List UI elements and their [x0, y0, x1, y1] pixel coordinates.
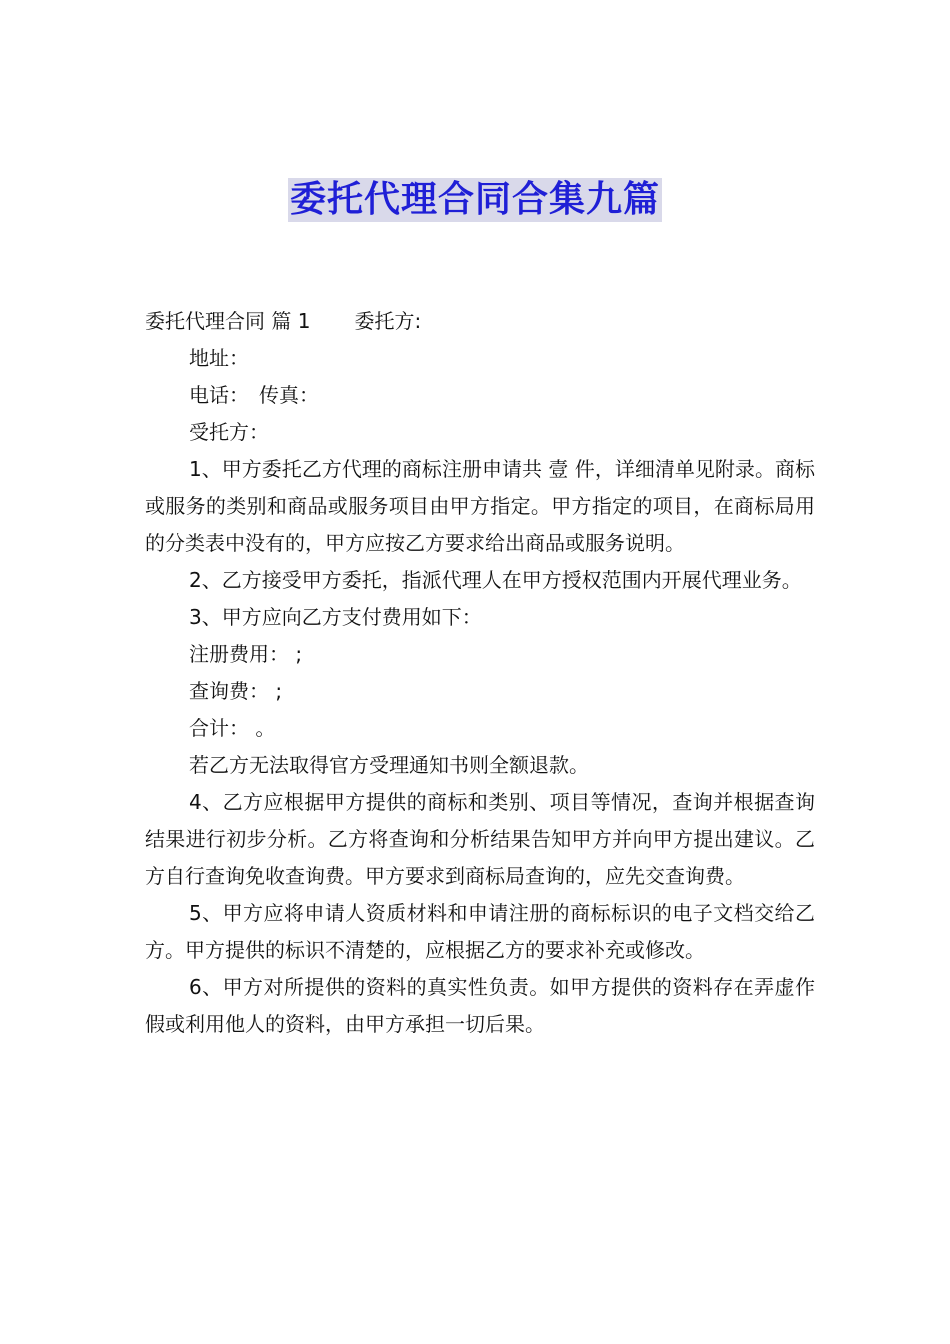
- fax-field: 传真：: [259, 383, 319, 407]
- title-container: [0, 178, 950, 222]
- document-body: [145, 303, 815, 1043]
- agent-field: 受托方：: [189, 420, 269, 444]
- refund-clause: 若乙方无法取得官方受理通知书则全额退款。: [189, 753, 589, 777]
- document-title: 委托代理合同合集九篇: [289, 179, 660, 220]
- phone-fax-line: [145, 377, 815, 414]
- heading-line: [145, 303, 815, 340]
- paragraph-5: 5、甲方应将申请人资质材料和申请注册的商标标识的电子文档交给乙方。甲方提供的标识不清楚的，应根据乙方的要求补充或修改。: [145, 901, 815, 962]
- fee-registration: 注册费用： ;: [189, 642, 303, 666]
- fee-query: 查询费： ;: [189, 679, 283, 703]
- paragraph-1: 1、甲方委托乙方代理的商标注册申请共 壹 件，详细清单见附录。商标或服务的类别和商品或服务项目由甲方指定。甲方指定的项目，在商标局用的分类表中没有的，甲方应按乙方要求给出商品或服务说明。: [145, 457, 815, 555]
- fee-total: 合计： 。: [189, 716, 276, 740]
- paragraph-6: 6、甲方对所提供的资料的真实性负责。如甲方提供的资料存在弄虚作假或利用他人的资料，由甲方承担一切后果。: [145, 975, 815, 1036]
- phone-field: 电话：: [189, 383, 249, 407]
- paragraph-2: 2、乙方接受甲方委托，指派代理人在甲方授权范围内开展代理业务。: [189, 568, 802, 592]
- paragraph-3: 3、甲方应向乙方支付费用如下：: [189, 605, 482, 629]
- client-label: 委托方:: [354, 309, 422, 333]
- section-label: 委托代理合同 篇 1: [145, 309, 311, 333]
- paragraph-4: 4、乙方应根据甲方提供的商标和类别、项目等情况，查询并根据查询结果进行初步分析。乙方将查询和分析结果告知甲方并向甲方提出建议。乙方自行查询免收查询费。甲方要求到商标局查询的，应先交查询费。: [145, 790, 815, 888]
- address-field: 地址：: [189, 346, 249, 370]
